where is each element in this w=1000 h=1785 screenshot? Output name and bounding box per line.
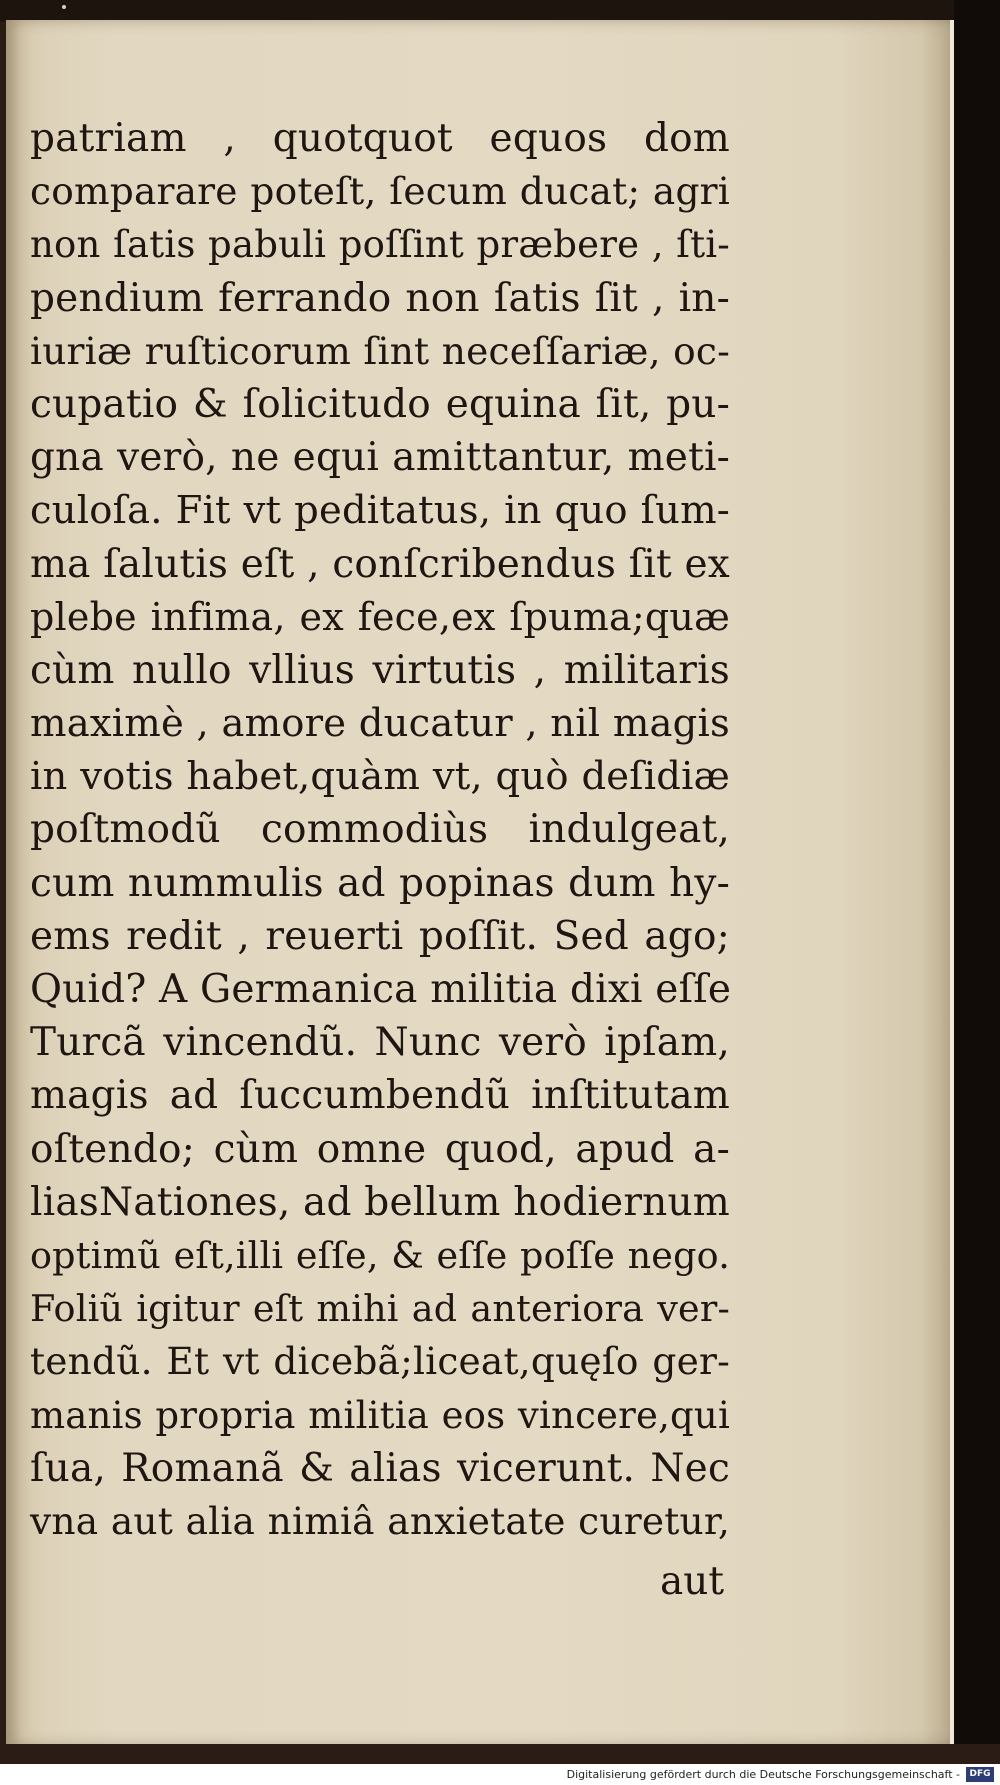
dfg-logo: DFG bbox=[966, 1767, 994, 1782]
text-line: plebe infima, ex fece,ex ſpuma;quæ bbox=[30, 594, 730, 639]
scan-bottom-edge bbox=[0, 1744, 1000, 1764]
text-line: optimũ eſt,illi eſſe, & eſſe poſſe nego. bbox=[30, 1233, 730, 1277]
text-line: culoſa. Fit vt peditatus, in quo ſum- bbox=[30, 488, 730, 534]
text-line: cum nummulis ad popinas dum hy- bbox=[30, 860, 730, 906]
text-line: gna verò, ne equi amittantur, meti- bbox=[30, 435, 730, 481]
text-line: magis ad ſuccumbendũ inſtitutam bbox=[30, 1073, 730, 1119]
text-line: ems redit , reuerti poſſit. Sed ago; bbox=[30, 913, 730, 959]
text-line: maximè , amore ducatur , nil magis bbox=[30, 701, 730, 747]
dust-speck bbox=[62, 5, 66, 9]
text-line: cùm nullo vllius virtutis , militaris bbox=[30, 647, 730, 693]
scan-right-edge bbox=[954, 0, 1000, 1785]
page-text bbox=[30, 112, 730, 1548]
text-line: in votis habet,quàm vt, quò deſidiæ bbox=[30, 754, 730, 800]
text-line: Foliũ igitur eſt mihi ad anteriora ver- bbox=[30, 1287, 730, 1331]
text-line: iuriæ ruſticorum ſint neceſſariæ, oc- bbox=[30, 328, 730, 373]
text-line: manis propria militia eos vincere,qui bbox=[30, 1393, 730, 1437]
text-line: liasNationes, ad bellum hodiernum bbox=[30, 1179, 730, 1225]
text-line: patriam , quotquot equos dom bbox=[30, 116, 730, 161]
text-line: comparare poteſt, ſecum ducat; agri bbox=[30, 169, 730, 214]
scan-top-edge bbox=[0, 0, 1000, 22]
text-line: Quid? A Germanica militia dixi eſſe bbox=[30, 967, 732, 1012]
text-line: ſua, Romanã & alias vicerunt. Nec bbox=[30, 1445, 730, 1491]
text-line: poſtmodũ commodiùs indulgeat, bbox=[30, 807, 730, 853]
text-line: non ſatis pabuli poſſint præbere , ſti- bbox=[30, 223, 730, 267]
text-line: tendũ. Et vt dicebã;liceat,quęſo ger- bbox=[30, 1339, 730, 1384]
text-line: ma ſalutis eſt , conſcribendus ſit ex bbox=[30, 541, 730, 587]
text-line: vna aut alia nimiâ anxietate curetur, bbox=[30, 1498, 730, 1543]
text-line: cupatio & ſolicitudo equina ſit, pu- bbox=[30, 381, 730, 427]
catchword: aut bbox=[660, 1559, 725, 1604]
digitization-credit: Digitalisierung gefördert durch die Deutsche Forschungsgemeinschaft - bbox=[566, 1768, 960, 1781]
text-line: Turcã vincendũ. Nunc verò ipſam, bbox=[30, 1020, 730, 1066]
text-line: oſtendo; cùm omne quod, apud a- bbox=[30, 1126, 730, 1172]
text-line: pendium ferrando non ſatis ſit , in- bbox=[30, 275, 730, 321]
